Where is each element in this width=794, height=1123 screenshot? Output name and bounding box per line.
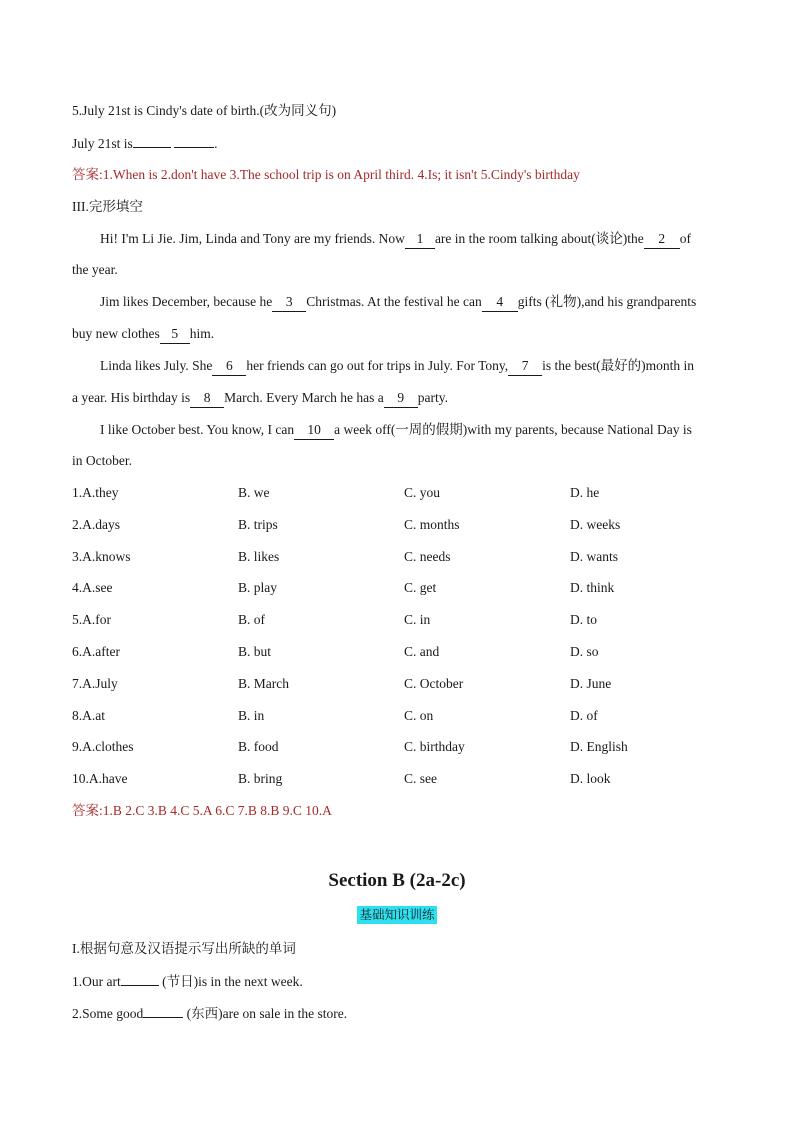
option-2d[interactable]: D. weeks	[570, 517, 621, 532]
passage-text: Hi! I'm Li Jie. Jim, Linda and Tony are my friends. Now	[100, 231, 405, 246]
passage-text: Christmas. At the festival he can	[306, 294, 482, 309]
option-4c[interactable]: C. get	[404, 580, 437, 595]
option-1d[interactable]: D. he	[570, 485, 600, 500]
passage-text: Jim likes December, because he	[100, 294, 273, 309]
blank-7[interactable]: 7	[508, 357, 542, 376]
passage-text: I like October best. You know, I can	[100, 422, 295, 437]
option-7a[interactable]: 7.A.July	[72, 676, 118, 691]
option-row-9	[72, 738, 722, 756]
option-1b[interactable]: B. we	[238, 485, 270, 500]
option-9c[interactable]: C. birthday	[404, 739, 465, 754]
option-6a[interactable]: 6.A.after	[72, 644, 120, 659]
option-5a[interactable]: 5.A.for	[72, 612, 111, 627]
q5-line-end: .	[214, 136, 218, 151]
option-3b[interactable]: B. likes	[238, 549, 280, 564]
option-5b[interactable]: B. of	[238, 612, 265, 627]
q5-line-start: July 21st is	[72, 136, 133, 151]
passage-p3-line2	[72, 389, 722, 408]
option-2a[interactable]: 2.A.days	[72, 517, 120, 532]
blank-10[interactable]: 10	[294, 421, 334, 440]
option-7d[interactable]: D. June	[570, 676, 612, 691]
passage-p3-line1	[100, 357, 722, 376]
option-row-7	[72, 675, 722, 693]
option-row-2	[72, 516, 722, 534]
passage-p4-line2: in October.	[72, 453, 132, 468]
sb-q2	[72, 1004, 722, 1023]
option-6b[interactable]: B. but	[238, 644, 272, 659]
blank-2[interactable]: 2	[644, 230, 680, 249]
answer-key-1: 答案:1.When is 2.don't have 3.The school trip is on April third. 4.Is; it isn't 5.Cindy's birthday	[72, 167, 580, 182]
blank-6[interactable]: 6	[212, 357, 246, 376]
option-10b[interactable]: B. bring	[238, 771, 283, 786]
passage-text: her friends can go out for trips in July. For Tony,	[246, 358, 509, 373]
q5-answer-line	[72, 134, 722, 153]
option-row-1	[72, 484, 722, 502]
basic-knowledge-badge: 基础知识训练	[359, 908, 435, 922]
q5-blank-1[interactable]	[133, 134, 171, 148]
option-8b[interactable]: B. in	[238, 708, 265, 723]
blank-8[interactable]: 8	[190, 389, 224, 408]
passage-text: Linda likes July. She	[100, 358, 213, 373]
option-8a[interactable]: 8.A.at	[72, 708, 105, 723]
answer-key-2: 答案:1.B 2.C 3.B 4.C 5.A 6.C 7.B 8.B 9.C 10.A	[72, 803, 332, 818]
option-row-10	[72, 770, 722, 788]
option-4a[interactable]: 4.A.see	[72, 580, 113, 595]
passage-p1-line1	[100, 230, 722, 249]
option-10a[interactable]: 10.A.have	[72, 771, 128, 786]
sb-q2-start: 2.Some good	[72, 1006, 144, 1021]
passage-p2-line1	[100, 293, 722, 312]
option-row-5	[72, 611, 722, 629]
passage-text: gifts (礼物),and his grandparents	[517, 294, 697, 309]
passage-p2-line2	[72, 325, 722, 344]
option-row-8	[72, 707, 722, 725]
option-7b[interactable]: B. March	[238, 676, 289, 691]
option-1a[interactable]: 1.A.they	[72, 485, 119, 500]
option-10c[interactable]: C. see	[404, 771, 437, 786]
q5-blank-2[interactable]	[174, 134, 214, 148]
passage-p4-line1	[100, 421, 722, 440]
sb-q1-start: 1.Our art	[72, 974, 121, 989]
option-9b[interactable]: B. food	[238, 739, 279, 754]
option-3a[interactable]: 3.A.knows	[72, 549, 131, 564]
option-3d[interactable]: D. wants	[570, 549, 618, 564]
q5-prompt: 5.July 21st is Cindy's date of birth.(改为同义句)	[72, 103, 337, 118]
passage-text: of	[679, 231, 692, 246]
sb-q2-blank[interactable]	[143, 1004, 183, 1018]
blank-3[interactable]: 3	[272, 293, 306, 312]
option-8c[interactable]: C. on	[404, 708, 434, 723]
passage-text: a week off(一周的假期)with my parents, because National Day is	[334, 422, 692, 437]
option-8d[interactable]: D. of	[570, 708, 598, 723]
blank-9[interactable]: 9	[384, 389, 418, 408]
option-4b[interactable]: B. play	[238, 580, 277, 595]
option-5d[interactable]: D. to	[570, 612, 597, 627]
sb-q1-blank[interactable]	[121, 972, 159, 986]
option-2b[interactable]: B. trips	[238, 517, 278, 532]
option-4d[interactable]: D. think	[570, 580, 615, 595]
blank-5[interactable]: 5	[160, 325, 190, 344]
option-5c[interactable]: C. in	[404, 612, 431, 627]
option-6c[interactable]: C. and	[404, 644, 440, 659]
passage-text: party.	[417, 390, 449, 405]
option-7c[interactable]: C. October	[404, 676, 464, 691]
option-6d[interactable]: D. so	[570, 644, 599, 659]
option-10d[interactable]: D. look	[570, 771, 611, 786]
sb-q2-end: (东西)are on sale in the store.	[186, 1006, 348, 1021]
option-3c[interactable]: C. needs	[404, 549, 451, 564]
passage-text: is the best(最好的)month in	[542, 358, 695, 373]
option-row-6	[72, 643, 722, 661]
passage-text: March. Every March he has a	[224, 390, 384, 405]
badge-container	[0, 906, 794, 924]
option-9a[interactable]: 9.A.clothes	[72, 739, 134, 754]
sb-q1	[72, 972, 722, 991]
passage-text: buy new clothes	[72, 326, 160, 341]
section-b-title: Section B (2a-2c)	[328, 870, 466, 891]
passage-text: him.	[189, 326, 215, 341]
passage-p1-line2: the year.	[72, 262, 118, 277]
passage-text: are in the room talking about(谈论)the	[434, 231, 644, 246]
part-1-title: I.根据句意及汉语提示写出所缺的单词	[72, 941, 296, 956]
sb-q1-end: (节日)is in the next week.	[162, 974, 303, 989]
passage-text: a year. His birthday is	[72, 390, 191, 405]
option-row-3	[72, 548, 722, 566]
section-3-title: III.完形填空	[72, 199, 143, 214]
option-9d[interactable]: D. English	[570, 739, 628, 754]
blank-1[interactable]: 1	[405, 230, 435, 249]
option-row-4	[72, 579, 722, 597]
blank-4[interactable]: 4	[482, 293, 518, 312]
option-1c[interactable]: C. you	[404, 485, 441, 500]
option-2c[interactable]: C. months	[404, 517, 460, 532]
